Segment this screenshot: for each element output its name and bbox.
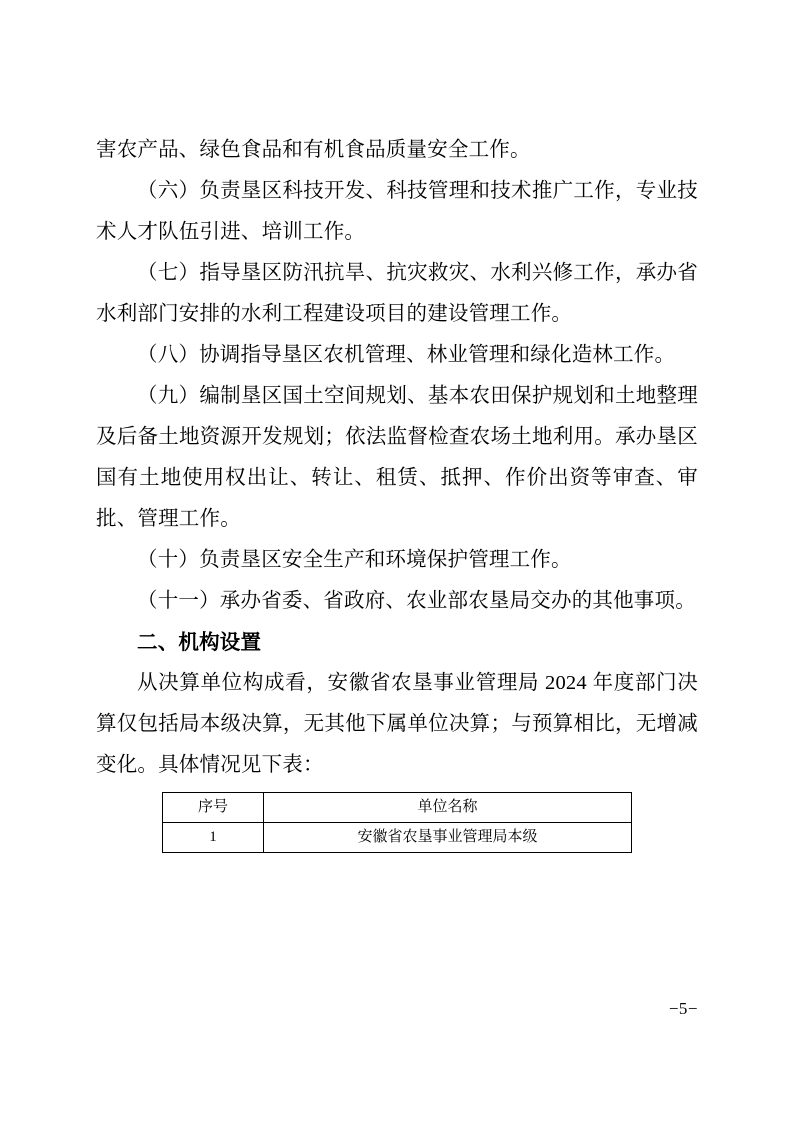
table-cell-no: 1	[163, 823, 264, 853]
paragraph-item-eight: （八）协调指导垦区农机管理、林业管理和绿化造林工作。	[137, 344, 676, 366]
paragraph-organization-intro: 从决算单位构成看，安徽省农垦事业管理局 2024 年度部门决算仅包括局本级决算，无其他下属单位决算；与预算相比，无增减变化。具体情况见下表：	[96, 672, 698, 776]
unit-table	[162, 792, 632, 853]
paragraph-item-nine: （九）编制垦区国土空间规划、基本农田保护规划和土地整理及后备土地资源开发规划；依法监督检查农场土地利用。承办垦区国有土地使用权出让、转让、租赁、抵押、作价出资等审查、审批、管理工作。	[96, 385, 698, 530]
paragraph-item-six: （六）负责垦区科技开发、科技管理和技术推广工作，专业技术人才队伍引进、培训工作。	[96, 180, 698, 243]
section-heading-organization: 二、机构设置	[137, 631, 262, 654]
page-number: −5−	[668, 999, 698, 1018]
table-row	[163, 823, 632, 853]
unit-table-container	[96, 792, 698, 853]
table-header-cell-no: 序号	[163, 793, 264, 823]
paragraph-item-eleven: （十一）承办省委、省政府、农业部农垦局交办的其他事项。	[137, 590, 696, 612]
table-cell-unit-name: 安徽省农垦事业管理局本级	[264, 823, 632, 853]
paragraph-continuation: 害农产品、绿色食品和有机食品质量安全工作。	[96, 139, 531, 161]
table-header-cell-unit-name: 单位名称	[264, 793, 632, 823]
paragraph-item-ten: （十）负责垦区安全生产和环境保护管理工作。	[137, 549, 572, 571]
document-body	[96, 130, 698, 786]
paragraph-item-seven: （七）指导垦区防汛抗旱、抗灾救灾、水利兴修工作，承办省水利部门安排的水利工程建设项目的建设管理工作。	[96, 262, 698, 325]
table-header-row	[163, 793, 632, 823]
